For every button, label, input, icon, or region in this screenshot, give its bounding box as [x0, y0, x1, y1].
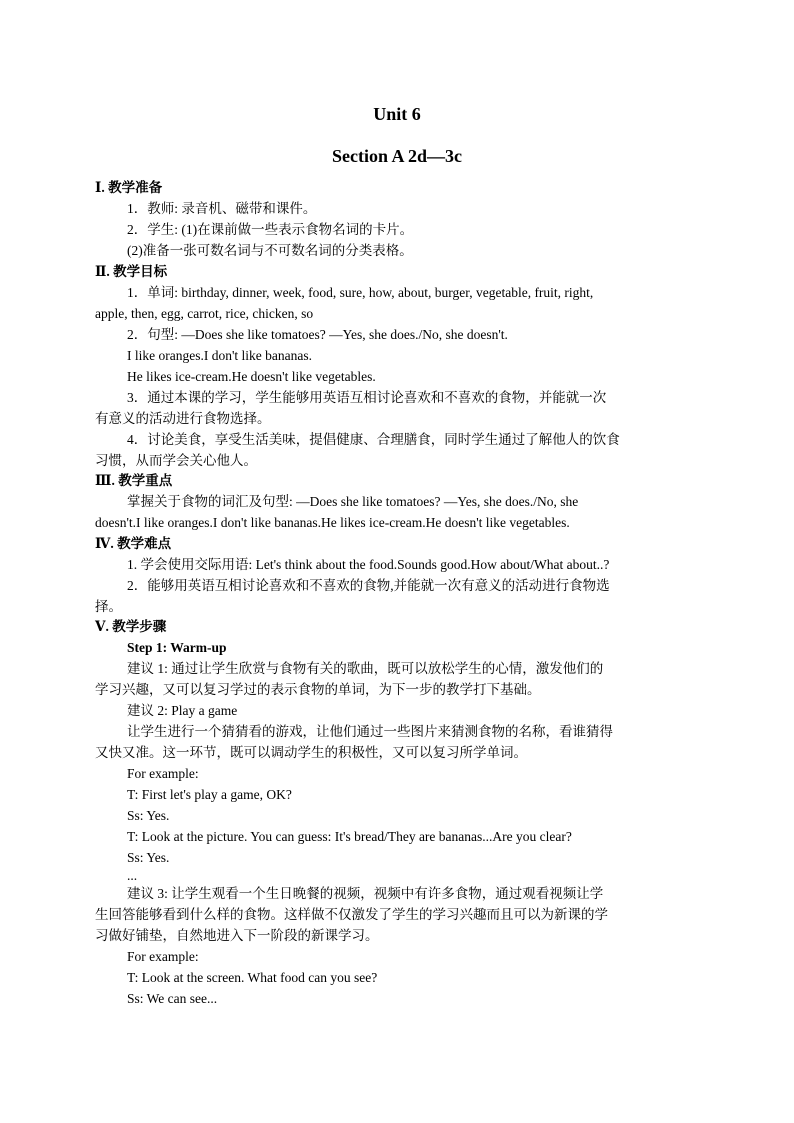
- text-line: 1. 学会使用交际用语: Let's think about the food.Sounds good.How about/What about..?: [127, 557, 610, 572]
- text-line: 习做好铺垫，自然地进入下一阶段的新课学习。: [95, 928, 379, 943]
- text-line: 1．教师: 录音机、磁带和课件。: [127, 201, 317, 216]
- text-line: 学习兴趣，又可以复习学过的表示食物的单词，为下一步的教学打下基础。: [95, 682, 541, 697]
- text-line: 4．讨论美食，享受生活美味，提倡健康、合理膳食，同时学生通过了解他人的饮食: [127, 432, 620, 447]
- text-line: For example:: [127, 766, 199, 781]
- text-line: 有意义的活动进行食物选择。: [95, 411, 271, 426]
- text-line: He likes ice-cream.He doesn't like vegetables.: [127, 369, 376, 384]
- text-line: 让学生进行一个猜猜看的游戏，让他们通过一些图片来猜测食物的名称，看谁猜得: [127, 724, 613, 739]
- text-line: 2．学生: (1)在课前做一些表示食物名词的卡片。: [127, 222, 414, 237]
- text-line: For example:: [127, 949, 199, 964]
- page-subtitle: Section A 2d—3c: [331, 146, 462, 166]
- text-line: ...: [127, 868, 138, 883]
- text-line: T: First let's play a game, OK?: [127, 787, 292, 802]
- section-heading-1: Ⅰ. 教学准备: [95, 180, 163, 195]
- text-line: 建议 1: 通过让学生欣赏与食物有关的歌曲，既可以放松学生的心情，激发他们的: [127, 661, 604, 676]
- text-line: 择。: [95, 599, 122, 614]
- text-line: 习惯，从而学会关心他人。: [95, 453, 257, 468]
- text-line: 建议 3: 让学生观看一个生日晚餐的视频，视频中有许多食物，通过观看视频让学: [127, 886, 604, 901]
- text-line: 建议 2: Play a game: [127, 703, 238, 718]
- text-line: I like oranges.I don't like bananas.: [127, 348, 312, 363]
- text-line: T: Look at the screen. What food can you see?: [127, 970, 378, 985]
- section-heading-3: Ⅲ. 教学重点: [95, 473, 173, 488]
- text-line: 2．能够用英语互相讨论喜欢和不喜欢的食物,并能就一次有意义的活动进行食物选: [127, 578, 610, 593]
- section-heading-2: Ⅱ. 教学目标: [95, 264, 168, 279]
- text-line: 2．句型: —Does she like tomatoes? —Yes, she does./No, she doesn't.: [127, 327, 508, 342]
- section-heading-5: Ⅴ. 教学步骤: [95, 619, 167, 634]
- text-line: Ss: Yes.: [127, 808, 170, 823]
- text-line: apple, then, egg, carrot, rice, chicken, so: [95, 306, 314, 321]
- text-line: doesn't.I like oranges.I don't like bananas.He likes ice-cream.He doesn't like vegetables.: [95, 515, 570, 530]
- text-line: Ss: Yes.: [127, 850, 170, 865]
- text-line: 又快又准。这一环节，既可以调动学生的积极性，又可以复习所学单词。: [95, 745, 527, 760]
- text-line: 掌握关于食物的词汇及句型: —Does she like tomatoes? —Yes, she does./No, she: [127, 494, 579, 509]
- page-title: Unit 6: [373, 104, 421, 124]
- step-heading: Step 1: Warm-up: [127, 640, 227, 655]
- text-line: 生回答能够看到什么样的食物。这样做不仅激发了学生的学习兴趣而且可以为新课的学: [95, 907, 608, 922]
- text-line: (2)准备一张可数名词与不可数名词的分类表格。: [127, 243, 413, 258]
- section-heading-4: Ⅳ. 教学难点: [95, 536, 172, 551]
- text-line: Ss: We can see...: [127, 991, 218, 1006]
- text-line: 3．通过本课的学习，学生能够用英语互相讨论喜欢和不喜欢的食物，并能就一次: [127, 390, 607, 405]
- text-line: 1．单词: birthday, dinner, week, food, sure, how, about, burger, vegetable, fruit, right,: [127, 285, 594, 300]
- text-line: T: Look at the picture. You can guess: It's bread/They are bananas...Are you clear?: [127, 829, 572, 844]
